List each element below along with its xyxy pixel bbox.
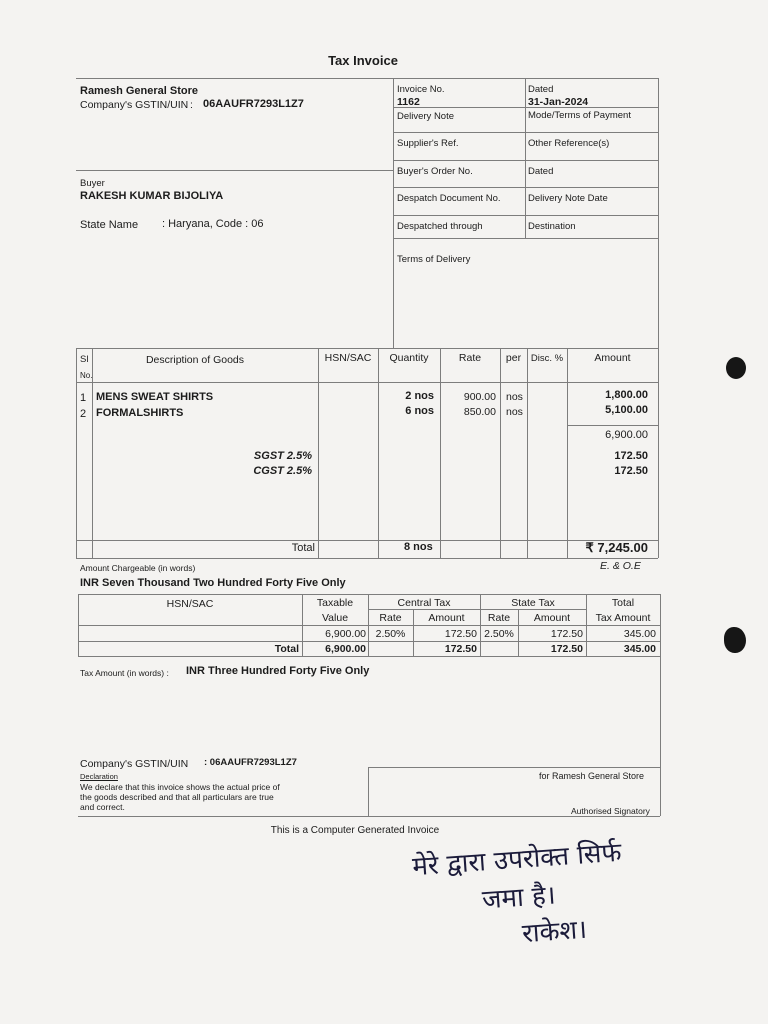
for-store: for Ramesh General Store xyxy=(539,771,645,781)
tax-col-central-amount: Amount xyxy=(428,612,465,624)
tax-total-state: 172.50 xyxy=(550,643,583,655)
other-reference-label: Other Reference(s) xyxy=(528,138,610,149)
col-rate: Rate xyxy=(458,352,482,364)
authorised-signatory: Authorised Signatory xyxy=(571,806,650,816)
tax-row-total: 345.00 xyxy=(623,628,656,640)
tax-row-central-amount: 172.50 xyxy=(444,628,477,640)
dated-value: 31-Jan-2024 xyxy=(528,96,589,108)
delivery-note-label: Delivery Note xyxy=(397,111,455,122)
invoice-no-value: 1162 xyxy=(397,96,420,108)
handwritten-note-line1: मेरे द्वारा उपरोक्त सिर्फ xyxy=(411,837,623,883)
invoice-title: Tax Invoice xyxy=(328,53,398,68)
tax-row-central-rate: 2.50% xyxy=(375,628,406,640)
computer-generated-note: This is a Computer Generated Invoice xyxy=(270,825,440,836)
tax-col-taxable: Taxable xyxy=(316,597,354,609)
item-rate: 850.00 xyxy=(463,406,496,418)
state-value: : Haryana, Code : 06 xyxy=(162,218,264,230)
amount-words: INR Seven Thousand Two Hundred Forty Five Only xyxy=(80,577,346,589)
tax-words: INR Three Hundred Forty Five Only xyxy=(186,665,370,677)
col-disc: Disc. % xyxy=(530,353,564,364)
buyer-label: Buyer xyxy=(80,178,105,189)
tax-row-state-rate: 2.50% xyxy=(484,628,514,640)
state-label: State Name xyxy=(80,219,139,231)
col-no: No. xyxy=(80,371,93,380)
tax-words-label: Tax Amount (in words) : xyxy=(80,668,169,678)
tax-col-value: Value xyxy=(321,612,349,624)
tax-col-state: State Tax xyxy=(511,597,555,609)
supplier-ref-label: Supplier's Ref. xyxy=(397,138,459,149)
tax-col-tax-amount: Tax Amount xyxy=(595,612,651,624)
tax-col-state-amount: Amount xyxy=(533,612,571,624)
subtotal-amount: 6,900.00 xyxy=(605,429,648,441)
item-amount: 1,800.00 xyxy=(605,389,648,401)
tax-col-state-rate: Rate xyxy=(487,612,511,624)
col-per: per xyxy=(505,352,522,364)
tax-total-taxable: 6,900.00 xyxy=(325,643,366,655)
tax-col-central: Central Tax xyxy=(397,597,451,609)
seller-name: Ramesh General Store xyxy=(80,85,198,97)
grand-total: ₹ 7,245.00 xyxy=(585,540,648,555)
col-quantity: Quantity xyxy=(389,352,429,364)
item-per: nos xyxy=(506,406,523,418)
despatch-doc-label: Despatch Document No. xyxy=(397,193,501,204)
invoice-no-label: Invoice No. xyxy=(397,84,445,95)
amount-words-label: Amount Chargeable (in words) xyxy=(80,563,196,573)
buyer-order-label: Buyer's Order No. xyxy=(397,166,473,177)
declaration-label: Declaration xyxy=(80,772,118,781)
col-description: Description of Goods xyxy=(145,354,245,366)
payment-terms-label: Mode/Terms of Payment xyxy=(528,110,631,121)
col-hsn: HSN/SAC xyxy=(324,352,372,364)
item-description: FORMALSHIRTS xyxy=(96,407,184,419)
item-quantity: 2 nos xyxy=(405,390,434,402)
tax-total-amount: 345.00 xyxy=(623,643,656,655)
col-sl: Sl xyxy=(80,354,89,365)
handwritten-note-line2: जमा है। xyxy=(481,880,557,916)
sgst-amount: 172.50 xyxy=(614,450,648,462)
item-rate: 900.00 xyxy=(463,391,496,403)
dated-label: Dated xyxy=(528,84,554,95)
item-sl: 2 xyxy=(80,408,87,420)
item-quantity: 6 nos xyxy=(405,405,434,417)
tax-col-hsn: HSN/SAC xyxy=(166,598,214,610)
handwritten-signature: राकेश। xyxy=(521,914,588,950)
footer-gstin-label: Company's GSTIN/UIN xyxy=(80,758,189,770)
item-amount: 5,100.00 xyxy=(605,404,648,416)
item-description: MENS SWEAT SHIRTS xyxy=(96,391,214,403)
item-sl: 1 xyxy=(80,392,87,404)
terms-of-delivery-label: Terms of Delivery xyxy=(397,254,471,265)
footer-gstin: : 06AAUFR7293L1Z7 xyxy=(204,757,297,768)
tax-total-central: 172.50 xyxy=(444,643,477,655)
punch-hole-mark xyxy=(724,627,746,653)
declaration-text: We declare that this invoice shows the actual price of the goods described and that all particulars are true and correct. xyxy=(80,782,280,812)
cgst-amount: 172.50 xyxy=(614,465,648,477)
sgst-label: SGST 2.5% xyxy=(253,450,312,462)
eoe-note: E. & O.E xyxy=(600,560,641,572)
tax-row-state-amount: 172.50 xyxy=(550,628,583,640)
despatched-through-label: Despatched through xyxy=(397,221,483,232)
punch-hole-mark xyxy=(726,357,746,379)
cgst-label: CGST 2.5% xyxy=(253,465,312,477)
tax-col-total: Total xyxy=(611,597,635,609)
tax-total-label: Total xyxy=(274,643,299,655)
seller-gstin-label: Company's GSTIN/UIN xyxy=(80,99,189,111)
tax-row-taxable: 6,900.00 xyxy=(325,628,366,640)
buyer-name: RAKESH KUMAR BIJOLIYA xyxy=(80,190,224,202)
tax-col-central-rate: Rate xyxy=(379,612,402,624)
total-label: Total xyxy=(291,542,315,554)
delivery-note-date-label: Delivery Note Date xyxy=(528,193,608,204)
buyer-order-dated-label: Dated xyxy=(528,166,554,177)
total-quantity: 8 nos xyxy=(404,541,433,553)
destination-label: Destination xyxy=(528,221,576,232)
item-per: nos xyxy=(506,391,523,403)
seller-gstin: 06AAUFR7293L1Z7 xyxy=(203,98,304,110)
col-amount: Amount xyxy=(594,352,631,364)
